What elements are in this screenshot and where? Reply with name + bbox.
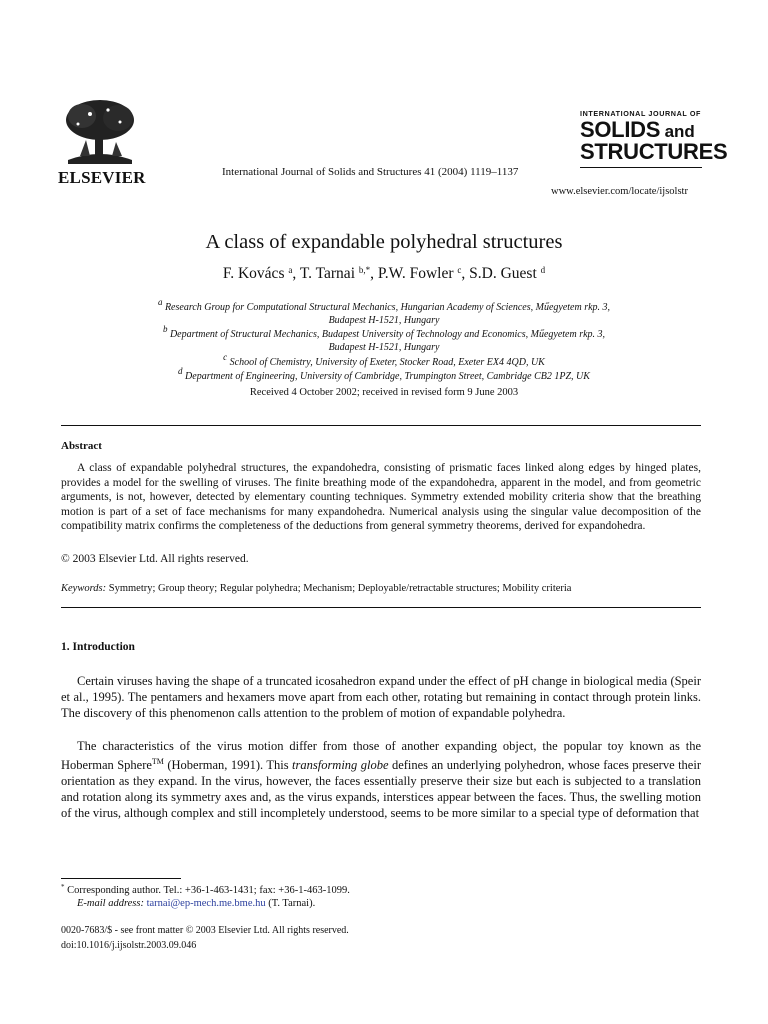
publisher-name: ELSEVIER <box>58 168 146 187</box>
body-paragraph: Certain viruses having the shape of a truncated icosahedron expand under the effect of pH change in biological media (Speir et al., 1995). The pentamers and hexamers move apart from each other, rotating but remaining in contact through protein links. The discovery of this phenomenon calls attention to the problem of motion of expandable polyhedra. <box>61 674 701 721</box>
author-name: P.W. Fowler <box>377 265 454 282</box>
masthead-rule <box>580 167 702 168</box>
author-name: S.D. Guest <box>469 265 537 282</box>
footnote-email: E-mail address: tarnai@ep-mech.me.bme.hu (T. Tarnai). <box>77 898 316 909</box>
abstract-text: A class of expandable polyhedral structures, the expandohedra, consisting of prismatic faces linked along edges by hinged plates, provides a model for the swelling of viruses. The finite breathing mode of the expandohedra, apparent in the model, and from geometric arguments, is not, however, detected by elementary counting techniques. Symmetry extended mobility criteria show that the breathing motion is part of a set of face mechanisms for many expandohedra. Numerical analysis using the singular value decomposition of the compatibility matrix confirms the completeness of the deductions from general symmetry theorems, derived for expandohedra. <box>61 462 701 533</box>
email-link[interactable]: tarnai@ep-mech.me.bme.hu <box>146 898 266 909</box>
keywords-text: Symmetry; Group theory; Regular polyhedra; Mechanism; Deployable/retractable structures; Mobility criteria <box>108 583 572 594</box>
author-mark: b,* <box>358 265 371 275</box>
abstract-copyright: © 2003 Elsevier Ltd. All rights reserved. <box>61 553 249 565</box>
divider <box>61 607 701 608</box>
abstract-heading: Abstract <box>61 440 102 452</box>
doi-line[interactable]: doi:10.1016/j.ijsolstr.2003.09.046 <box>61 940 197 951</box>
section-heading: 1. Introduction <box>61 641 135 653</box>
keywords <box>61 583 571 594</box>
received-dates: Received 4 October 2002; received in revised form 9 June 2003 <box>249 387 519 398</box>
masthead-and: and <box>664 122 695 142</box>
author-name: F. Kovács <box>222 265 285 282</box>
masthead-solids: SOLIDS <box>580 117 661 143</box>
affiliation-c: $^c$ School of Chemistry, University of Exeter, Stocker Road, Exeter EX4 4QD, UK <box>223 352 545 368</box>
affiliation-d: $^d$ Department of Engineering, University of Cambridge, Trumpington Street, Cambridge CB2 1PZ, UK <box>178 366 590 382</box>
author-mark: a <box>288 265 293 275</box>
issn-line: 0020-7683/$ - see front matter © 2003 Elsevier Ltd. All rights reserved. <box>61 925 349 936</box>
author-name: T. Tarnai <box>299 265 355 282</box>
publisher-logo <box>58 96 168 188</box>
affiliation-b: $^b$ Department of Structural Mechanics, Budapest University of Technology and Economics, Műegyetem rkp. 3, Budapest H-1521, Hungary <box>162 324 606 353</box>
footnote-rule <box>61 878 181 879</box>
body-paragraph: The characteristics of the virus motion differ from those of another expanding object, the popular toy known as the Hoberman Sphere™ (Hoberman, 1991). This transforming globe defines an underlying polyhedron, whose faces preserve their orientation as they expand. In the virus, however, the faces essentially preserve their size but each is subjected to a translation and rotation along its symmetry axes and, as the virus expands, interstices appear between the faces. Thus, the swelling motion of the virus, although complex and still incompletely understood, seems to be more similar to a special type of deformation that <box>61 739 701 821</box>
journal-masthead <box>580 109 728 168</box>
affiliation-a: $^a$ Research Group for Computational Structural Mechanics, Hungarian Academy of Sciences, Műegyetem rkp. 3, Budapest H-1521, Hungary <box>157 297 611 326</box>
author-mark: d <box>540 265 546 275</box>
author-mark: c <box>457 265 462 275</box>
article-title: A class of expandable polyhedral structures <box>205 231 563 253</box>
masthead-structures: STRUCTURES <box>580 139 728 165</box>
footnote-corresponding: * Corresponding author. Tel.: +36-1-463-1431; fax: +36-1-463-1099. <box>61 883 350 896</box>
divider <box>61 425 701 426</box>
journal-citation: International Journal of Solids and Structures 41 (2004) 1119–1137 <box>222 166 519 178</box>
author-list: F. Kovács $^a$, T. Tarnai $^{b,*}$, P.W. Fowler $^c$, S.D. Guest $^d$ <box>222 265 546 282</box>
masthead-top-line: INTERNATIONAL JOURNAL OF <box>580 109 702 118</box>
elsevier-tree-icon <box>60 96 140 166</box>
journal-url[interactable]: www.elsevier.com/locate/ijsolstr <box>551 186 688 197</box>
keywords-label: Keywords: <box>61 583 107 594</box>
